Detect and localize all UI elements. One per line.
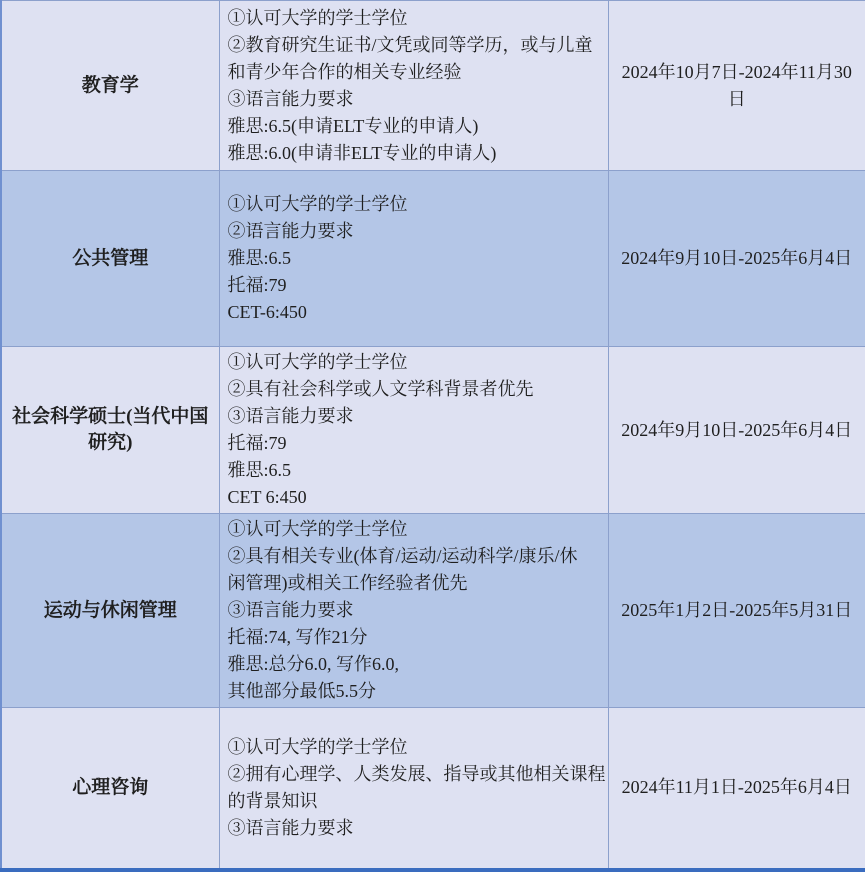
application-dates-cell[interactable]: 2024年10月7日-2024年11月30日 <box>608 1 865 171</box>
requirement-line: ③语言能力要求 <box>227 406 354 426</box>
requirement-line: ②拥有心理学、人类发展、指导或其他相关课程 <box>227 763 606 784</box>
requirement-line: ②具有相关专业(体育/运动/运动科学/康乐/休 <box>227 546 578 566</box>
requirement-line: ③语言能力要求 <box>227 600 354 620</box>
program-name-cell[interactable]: 教育学 <box>1 1 219 171</box>
requirement-line: 雅思:6.5 <box>227 460 292 480</box>
requirement-line: 和青少年合作的相关专业经验 <box>227 61 462 82</box>
requirement-line: 雅思:6.5(申请ELT专业的申请人) <box>227 115 479 136</box>
requirement-line: ①认可大学的学士学位 <box>227 736 408 757</box>
requirement-line: CET 6:450 <box>227 487 307 507</box>
requirement-line: ①认可大学的学士学位 <box>227 352 408 372</box>
row-education <box>1 1 865 171</box>
requirement-line: ②教育研究生证书/文凭或同等学历，或与儿童 <box>227 34 593 55</box>
requirement-line: ①认可大学的学士学位 <box>227 7 408 28</box>
requirement-line: 其他部分最低5.5分 <box>227 681 376 701</box>
requirement-line: CET-6:450 <box>227 302 307 322</box>
program-name-cell[interactable]: 运动与休闲管理 <box>1 514 219 708</box>
row-psychological-counseling <box>1 708 865 870</box>
requirement-line: ②语言能力要求 <box>227 221 354 241</box>
row-public-administration <box>1 171 865 347</box>
requirement-line: ①认可大学的学士学位 <box>227 519 408 539</box>
requirement-line: 闲管理)或相关工作经验者优先 <box>227 573 468 593</box>
requirement-line: 的背景知识 <box>227 790 318 811</box>
requirements-cell[interactable] <box>219 708 608 870</box>
requirement-line: 托福:79 <box>227 275 287 295</box>
program-name-cell[interactable]: 社会科学硕士(当代中国研究) <box>1 347 219 514</box>
requirement-line: 雅思:6.0(申请非ELT专业的申请人) <box>227 142 497 163</box>
application-dates-cell[interactable]: 2024年9月10日-2025年6月4日 <box>608 347 865 514</box>
row-sport-leisure-management <box>1 514 865 708</box>
requirements-cell[interactable] <box>219 1 608 171</box>
application-dates-cell[interactable]: 2025年1月2日-2025年5月31日 <box>608 514 865 708</box>
requirements-cell[interactable] <box>219 514 608 708</box>
requirement-line: ①认可大学的学士学位 <box>227 194 408 214</box>
program-name-cell[interactable]: 心理咨询 <box>1 708 219 870</box>
application-dates-cell[interactable]: 2024年9月10日-2025年6月4日 <box>608 171 865 347</box>
requirement-line: 雅思:总分6.0, 写作6.0, <box>227 654 400 674</box>
requirement-line: 托福:79 <box>227 433 287 453</box>
row-social-sciences-contemporary-china <box>1 347 865 514</box>
application-dates-cell[interactable]: 2024年11月1日-2025年6月4日 <box>608 708 865 870</box>
requirement-line: 托福:74, 写作21分 <box>227 627 368 647</box>
requirements-cell[interactable] <box>219 171 608 347</box>
requirement-line: 雅思:6.5 <box>227 248 292 268</box>
requirement-line: ②具有社会科学或人文学科背景者优先 <box>227 379 534 399</box>
requirements-cell[interactable] <box>219 347 608 514</box>
requirement-line: ③语言能力要求 <box>227 88 354 109</box>
program-name-cell[interactable]: 公共管理 <box>1 171 219 347</box>
requirement-line: ③语言能力要求 <box>227 817 354 838</box>
